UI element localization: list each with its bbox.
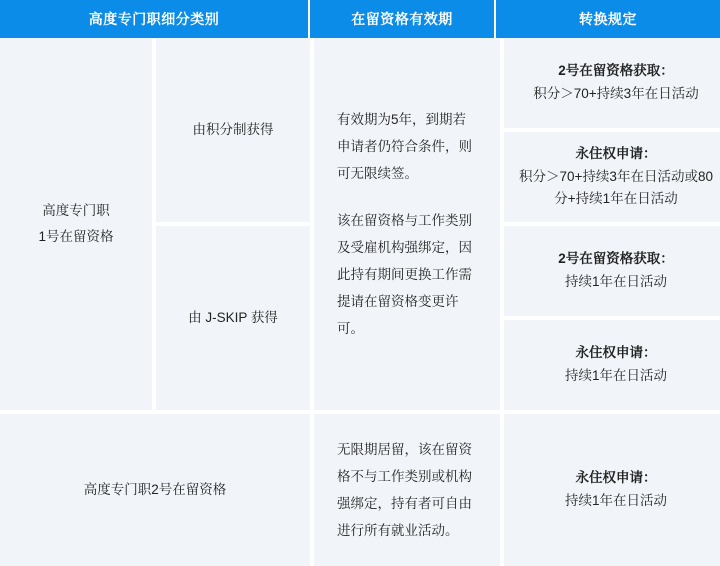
- category-label-type1-line1: 高度专门职: [42, 203, 110, 219]
- validity-paragraph-1: 有效期为5年，到期若申请者仍符合条件，则可无限续签。: [337, 112, 472, 181]
- conversion-cell-1: [504, 38, 720, 128]
- conversion-body-2: 积分＞70+持续3年在日活动或80分+持续1年在日活动: [519, 168, 713, 207]
- table-header-validity: 在留资格有效期: [310, 0, 496, 38]
- table-header-conversion: 转换规定: [496, 0, 720, 38]
- validity-text-type1: [337, 106, 477, 342]
- conversion-cell-2: [504, 132, 720, 222]
- subcategory-points-based: 由积分制获得: [156, 38, 310, 222]
- table-header-row: [0, 0, 720, 38]
- validity-cell-type1-inner: [314, 38, 500, 410]
- conversion-body-1: 积分＞70+持续3年在日活动: [533, 86, 699, 101]
- conversion-title-4: 永住权申请：: [575, 345, 657, 361]
- category-label-type1-line2: 1号在留资格: [38, 229, 114, 244]
- validity-cell-type1: [314, 38, 500, 410]
- validity-paragraph-2: 该在留资格与工作类别及受雇机构强绑定，因此持有期间更换工作需提请在留资格变更许可。: [337, 213, 472, 336]
- category-column-type1: [0, 38, 310, 410]
- subcategory-jskip: 由 J-SKIP 获得: [156, 226, 310, 410]
- conversion-cell-type2: [504, 414, 720, 566]
- validity-text-type2: 无限期居留，该在留资格不与工作类别或机构强绑定，持有者可自由进行所有就业活动。: [337, 442, 472, 538]
- validity-cell-type2: [314, 414, 500, 566]
- table-header-category: 高度专门职细分类别: [0, 0, 310, 38]
- category-label-type1-text: [38, 198, 113, 249]
- conversion-title-1: 2号在留资格获取：: [558, 63, 674, 79]
- conversion-body-3: 持续1年在日活动: [564, 274, 667, 289]
- conversion-column-type1: [504, 38, 720, 410]
- conversion-cell-3: [504, 226, 720, 316]
- table-section-type2: [0, 414, 720, 566]
- table-body: [0, 38, 720, 566]
- conversion-body-type2: 持续1年在日活动: [564, 493, 667, 508]
- conversion-title-2: 永住权申请：: [575, 145, 657, 161]
- category-label-type2: 高度专门职2号在留资格: [0, 414, 310, 566]
- conversion-cell-4: [504, 320, 720, 410]
- subcategory-column: [156, 38, 310, 410]
- conversion-title-type2: 永住权申请：: [575, 470, 657, 486]
- conversion-title-3: 2号在留资格获取：: [558, 251, 674, 267]
- conversion-body-4: 持续1年在日活动: [564, 368, 667, 383]
- table-section-type1: [0, 38, 720, 410]
- category-label-type1: [0, 38, 152, 410]
